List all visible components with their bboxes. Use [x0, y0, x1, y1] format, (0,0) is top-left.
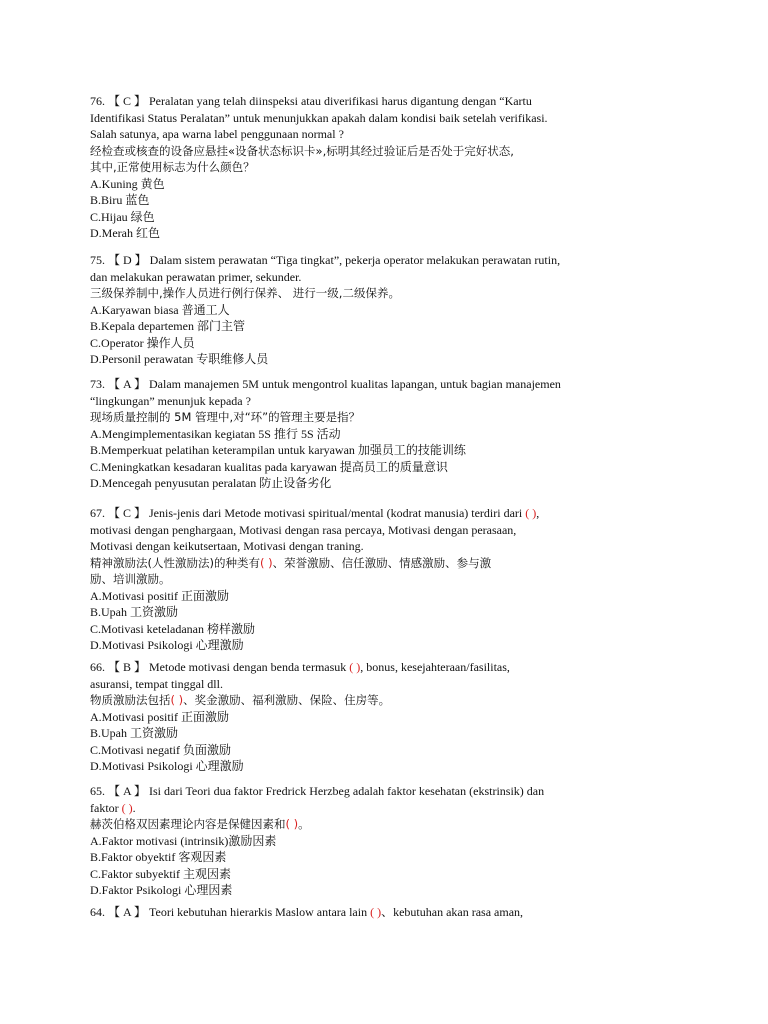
option-c: C.Faktor subyektif 主观因素 [90, 866, 231, 881]
option-d: D.Motivasi Psikologi 心理激励 [90, 759, 244, 773]
blank-parentheses: ( ) [370, 905, 382, 919]
option-a: A.Faktor motivasi (intrinsik)激励因素 [90, 833, 277, 848]
question-text: faktor ( ). [90, 800, 136, 815]
question-text-zh: 励、培训激励。 [90, 572, 171, 586]
option-c: C.Motivasi negatif 负面激励 [90, 742, 231, 757]
blank-parentheses: ( ) [121, 800, 133, 815]
question-text-zh: 其中,正常使用标志为什么颜色？ [90, 160, 255, 174]
option-a: A.Karyawan biasa 普通工人 [90, 302, 230, 317]
question-text: asuransi, tempat tinggal dll. [90, 676, 223, 691]
question-text-zh: 现场质量控制的 5M 管理中,对“环”的管理主要是指？ [90, 410, 361, 424]
option-b: B.Upah 工资激励 [90, 726, 178, 740]
question-text: Identifikasi Status Peralatan” untuk menunjukkan apakah dalam kondisi baik setelah verifikasi. [90, 110, 548, 125]
question-text-zh: 经检查或核查的设备应悬挂«设备状态标识卡»,标明其经过验证后是否处于完好状态, [90, 143, 514, 158]
option-c: C.Motivasi keteladanan 榜样激励 [90, 621, 255, 636]
question-text: “lingkungan” menunjuk kepada ? [90, 393, 251, 408]
question-text-zh: 精神激励法(人性激励法)的种类有( )、荣誉激励、信任激励、情感激励、参与激 [90, 555, 492, 570]
question-text-zh: 物质激励法包括( )、奖金激励、福利激励、保险、住房等。 [90, 693, 391, 707]
blank-parentheses: ( ) [525, 506, 537, 520]
option-b: B.Biru 蓝色 [90, 193, 150, 207]
option-a: A.Motivasi positif 正面激励 [90, 709, 230, 724]
question-text: Salah satunya, apa warna label penggunaan normal ? [90, 127, 344, 141]
option-c: C.Hijau 绿色 [90, 209, 155, 224]
option-b: B.Memperkuat pelatihan keterampilan untuk karyawan 加强员工的技能训练 [90, 443, 466, 457]
question-73 [90, 376, 590, 492]
question-text: 76. 【 C 】 Peralatan yang telah diinspeksi atau diverifikasi harus digantung dengan “Kartu [90, 94, 532, 108]
question-66 [90, 659, 590, 775]
option-d: D.Faktor Psikologi 心理因素 [90, 883, 233, 897]
question-text: 66. 【 B 】 Metode motivasi dengan benda termasuk ( ), bonus, kesejahteraan/fasilitas, [90, 660, 510, 674]
question-64 [90, 904, 590, 921]
blank-parentheses: ( ) [259, 555, 273, 570]
option-a: A.Kuning 黄色 [90, 176, 165, 191]
question-67 [90, 505, 590, 654]
blank-parentheses: ( ) [285, 817, 299, 831]
question-76 [90, 93, 590, 242]
blank-parentheses: ( ) [349, 660, 361, 674]
option-d: D.Motivasi Psikologi 心理激励 [90, 638, 244, 652]
question-text: 73. 【 A 】 Dalam manajemen 5M untuk mengontrol kualitas lapangan, untuk bagian manajemen [90, 377, 561, 391]
question-text: 67. 【 C 】 Jenis-jenis dari Metode motivasi spiritual/mental (kodrat manusia) terdiri dari ( ), [90, 506, 540, 520]
option-a: A.Motivasi positif 正面激励 [90, 588, 230, 603]
option-d: D.Personil perawatan 专职维修人员 [90, 352, 269, 366]
question-text: motivasi dengan penghargaan, Motivasi dengan rasa percaya, Motivasi dengan perasaan, [90, 522, 517, 537]
option-d: D.Mencegah penyusutan peralatan 防止设备劣化 [90, 476, 332, 490]
question-text: 64. 【 A 】 Teori kebutuhan hierarkis Maslow antara lain ( )、kebutuhan akan rasa aman, [90, 905, 524, 919]
question-text: Motivasi dengan keikutsertaan, Motivasi dengan traning. [90, 539, 364, 553]
question-65 [90, 783, 590, 899]
question-text-zh: 三级保养制中,操作人员进行例行保养、 进行一级,二级保养。 [90, 286, 400, 300]
option-b: B.Faktor obyektif 客观因素 [90, 850, 227, 864]
option-b: B.Kepala departemen 部门主管 [90, 319, 245, 333]
option-c: C.Meningkatkan kesadaran kualitas pada karyawan 提高员工的质量意识 [90, 459, 448, 474]
question-text: 65. 【 A 】 Isi dari Teori dua faktor Fredrick Herzbeg adalah faktor kesehatan (ekstrinsik) dan [90, 784, 545, 798]
option-c: C.Operator 操作人员 [90, 335, 195, 350]
blank-parentheses: ( ) [170, 693, 184, 707]
question-75 [90, 252, 590, 368]
option-b: B.Upah 工资激励 [90, 605, 178, 619]
question-text: dan melakukan perawatan primer, sekunder. [90, 269, 302, 284]
option-a: A.Mengimplementasikan kegiatan 5S 推行 5S 活动 [90, 426, 341, 441]
question-text: 75. 【 D 】 Dalam sistem perawatan “Tiga tingkat”, pekerja operator melakukan perawatan rutin, [90, 253, 561, 267]
question-text-zh: 赫茨伯格双因素理论内容是保健因素和( )。 [90, 817, 310, 831]
option-d: D.Merah 红色 [90, 226, 160, 240]
